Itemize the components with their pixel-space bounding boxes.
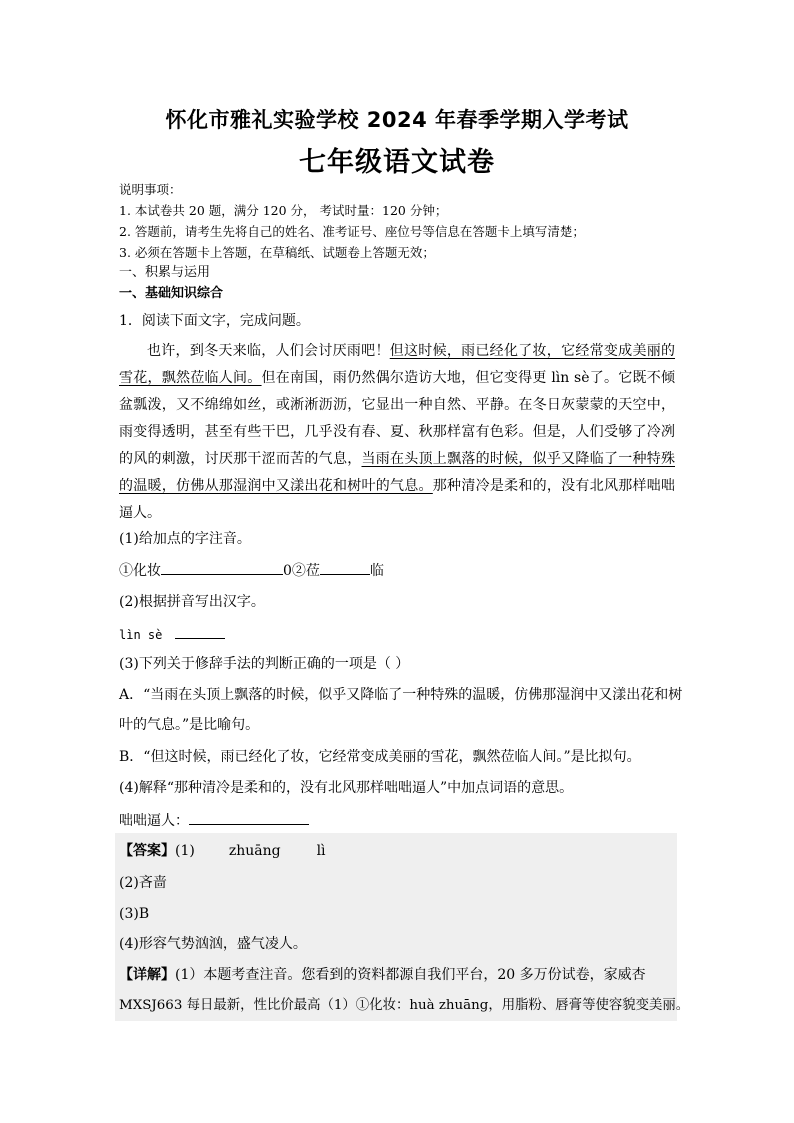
fill-line <box>119 810 309 831</box>
answer-text: zhuāng <box>228 843 281 859</box>
answer-blank[interactable] <box>189 810 309 825</box>
question-stem: 1．阅读下面文字，完成问题。 <box>119 313 310 329</box>
instruction-item: 1. 本试卷共 20 题，满分 120 分， 考试时量：120 分钟； <box>119 203 448 218</box>
option-a-continued: 叶的气息。”是比喻句。 <box>119 717 260 733</box>
answer-line: (2)吝啬 <box>119 875 167 891</box>
detail-text: (1）本题考查注音。您看到的资料都源自我们平台，20 多万份试卷，家威杏 <box>175 967 646 983</box>
fill-label: 咄咄逼人： <box>119 813 189 829</box>
answer-line: (3)B <box>119 906 150 922</box>
answer-line <box>119 841 326 861</box>
detail-line: MXSJ663 每日最新，性比价最高（1）①化妆：huà zhuāng，用脂粉、唇膏等使容貌变美丽。 <box>119 998 690 1013</box>
passage-underlined-sentence: 但这时候，雨已经化了妆，它经常变成美丽的雪花，飘然莅临人间。 <box>119 343 676 386</box>
fill-label: 临 <box>369 563 384 579</box>
passage-underlined-sentence: 当雨在头顶上飘落的时候，似乎又降临了一种特殊的温暖，仿佛从那湿润中又漾出花和树叶的气息。 <box>119 451 676 494</box>
passage-text: 但在南国，雨仍然偶尔造访大地，但它变得更 lìn sè了。它既不倾盆瓢泼，又不绵绵如丝，或淅淅沥沥，它显出一种自然、平静。在冬日灰蒙蒙的天空中，雨变得透明，甚至有些干巴，几乎没有春、夏、秋那样富有色彩。但是，人们受够了冷冽的风的刺激，讨厌那干涩而苦的气息， <box>119 370 676 467</box>
answer-blank[interactable] <box>161 560 283 575</box>
answer-text: lì <box>316 843 326 859</box>
detail-line <box>119 965 646 985</box>
fill-label: ①化妆 <box>119 563 161 579</box>
fill-line <box>119 624 225 645</box>
answer-label: 【答案】 <box>119 843 175 859</box>
exam-school-title: 怀化市雅礼实验学校 2024 年春季学期入学考试 <box>165 108 629 132</box>
reading-passage <box>119 338 675 527</box>
passage-text: 也许，到冬天来临，人们会讨厌雨吧！ <box>147 343 390 359</box>
subsection-heading: 一、基础知识综合 <box>119 286 224 301</box>
answer-blank[interactable] <box>320 560 370 575</box>
instruction-item: 3. 必须在答题卡上答题，在草稿纸、试题卷上答题无效； <box>119 245 435 260</box>
pinyin-text: lìn sè <box>119 628 163 642</box>
fill-label: 0②莅 <box>283 563 320 579</box>
answer-panel <box>115 833 677 1021</box>
option-a: A．“当雨在头顶上飘落的时候，似乎又降临了一种特殊的温暖，仿佛那湿润中又漾出花和树 <box>119 687 683 703</box>
subquestion: (4)解释“那种清冷是柔和的，没有北风那样咄咄逼人”中加点词语的意思。 <box>119 780 574 796</box>
passage-text: 那种清冷是柔和的，没有北风那样咄咄逼人。 <box>119 478 676 521</box>
exam-paper-title: 七年级语文试卷 <box>299 147 495 178</box>
answer-blank[interactable] <box>175 624 225 639</box>
subquestion: (3)下列关于修辞手法的判断正确的一项是（ ） <box>119 656 410 672</box>
section-heading: 一、积累与运用 <box>119 265 211 280</box>
subquestion: (1)给加点的字注音。 <box>119 531 251 547</box>
answer-line: (4)形容气势汹汹，盛气凌人。 <box>119 936 307 952</box>
option-b: B．“但这时候，雨已经化了妆，它经常变成美丽的雪花，飘然莅临人间。”是比拟句。 <box>119 749 641 765</box>
fill-line <box>119 560 384 581</box>
instruction-item: 2. 答题前，请考生先将自己的姓名、准考证号、座位号等信息在答题卡上填写清楚； <box>119 224 585 239</box>
detail-label: 【详解】 <box>119 967 175 983</box>
instructions-heading: 说明事项： <box>119 182 182 197</box>
answer-text: (1) <box>175 843 195 859</box>
subquestion: (2)根据拼音写出汉字。 <box>119 594 265 610</box>
